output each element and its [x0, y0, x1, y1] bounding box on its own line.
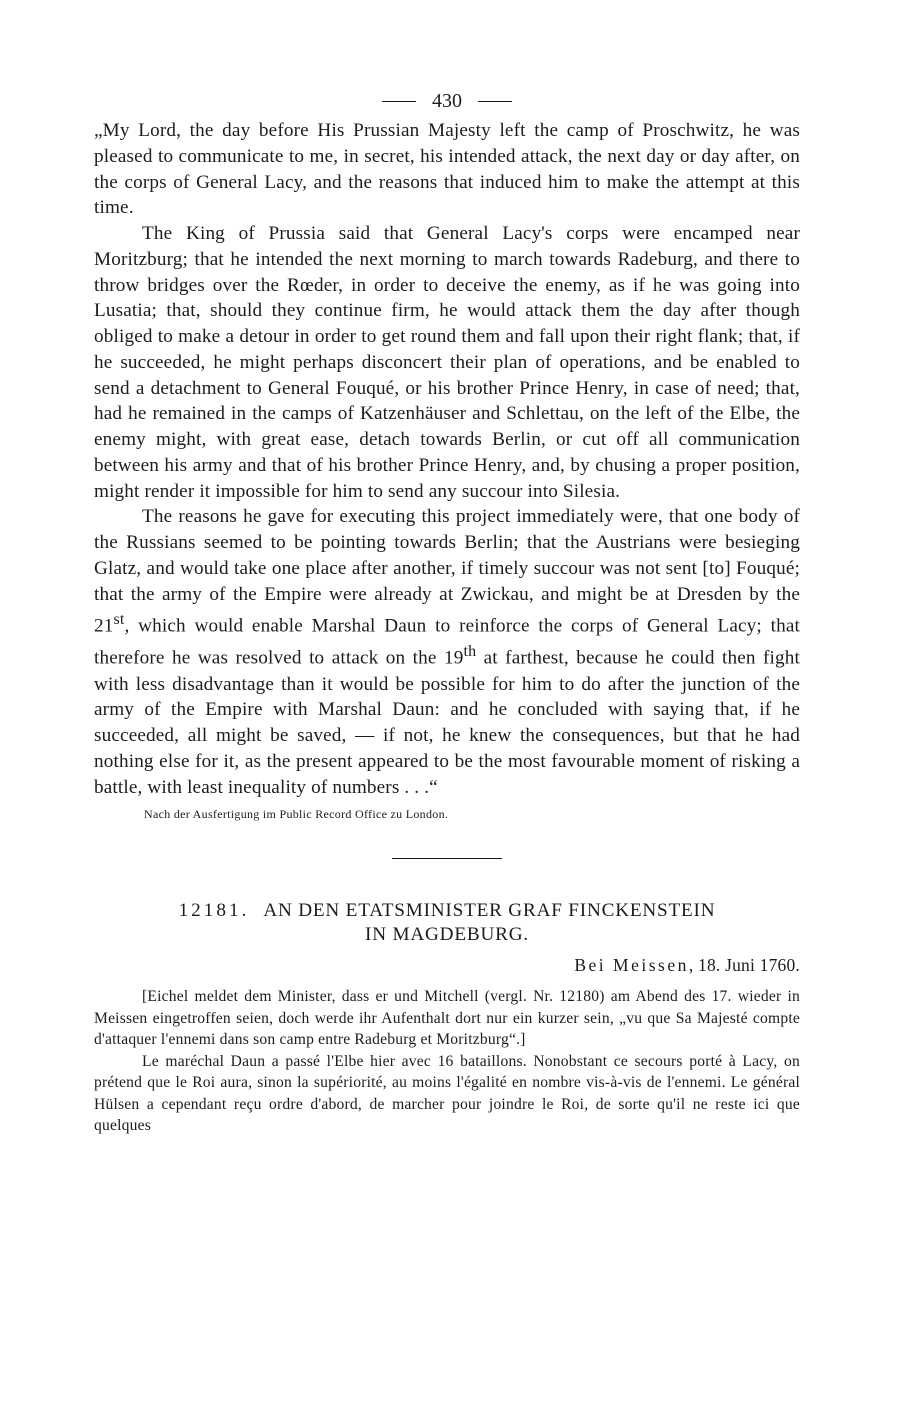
letter-paragraph-text: at farthest, because he could then fight with less disadvantage than it would be possible for him to do after the junction of the army of the Empire with Marshal Daun: and he concluded with saying that, if he succeeded, all might be saved, — if not, he knew the consequences, but that he had nothing else for it, as the present appeared to be the most favourable moment of risking a battle, with least inequality of numbers . . .“	[94, 647, 801, 798]
document-title: AN DEN ETATSMINISTER GRAF FINCKENSTEIN	[263, 900, 716, 922]
document-number: 12181.	[178, 900, 250, 922]
summary-paragraph: [Eichel meldet dem Minister, dass er und Mitchell (vergl. Nr. 12180) am Abend des 17. wieder in Meissen eingetroffen seien, doch werde ihr Aufenthalt dort nur ein kurzer sein, „vu que Sa Majesté compte d'attaquer l'ennemi dans son camp entre Radeburg et Moritzburg“.]	[94, 988, 800, 1049]
dateline-place: Bei Meissen	[574, 955, 689, 976]
letter-paragraph-text: The reasons he gave for executing this project immediately were, that one body of the Russians seemed to be pointing towards Berlin; that the Austrians were besieging Glatz, and would take one place after another, if timely succour was not sent [to] Fouqué; that the army of the Empire were already at Zwickau, and might be at Dresden by the 21	[94, 506, 800, 637]
header-dash-left	[382, 101, 416, 102]
letter-paragraph-text: , which would enable Marshal Daun to reinforce the corps of General Lacy; that therefore he was resolved to attack on the 19	[94, 615, 800, 669]
document-title-line-2: IN MAGDEBURG.	[365, 924, 529, 946]
document-heading	[94, 899, 800, 947]
letter-paragraph: The King of Prussia said that General Lacy's corps were encamped near Moritzburg; that he intended the next morning to march towards Radeburg, and there to throw bridges over the Rœder, in order to deceive the enemy, as if he was going into Lusatia; that, should they continue firm, he would attack them the day after though obliged to make a detour in order to get round them and fall upon their right flank; that, if he succeeded, he might perhaps disconcert their plan of operations, and be enabled to send a detachment to General Fouqué, or his brother Prince Henry, in case of need; that, had he remained in the camps of Katzenhäuser and Schlettau, on the left of the Elbe, the enemy might, with great ease, detach towards Berlin, or cut off all communication between his army and that of his brother Prince Henry, and, by chusing a proper position, might render it impossible for him to send any succour into Silesia.	[94, 223, 800, 502]
page	[94, 84, 800, 1137]
dateline	[94, 955, 800, 976]
section-divider	[392, 858, 502, 859]
letter-text	[94, 118, 800, 824]
ordinal-suffix: th	[463, 643, 477, 661]
ordinal-suffix: st	[113, 611, 125, 629]
dateline-date: , 18. Juni 1760.	[688, 955, 800, 976]
header-dash-right	[478, 101, 512, 102]
letter-paragraph	[94, 504, 800, 800]
body-paragraph: Le maréchal Daun a passé l'Elbe hier avec 16 bataillons. Nonobstant ce secours porté à Lacy, on prétend que le Roi aura, sinon la supériorité, au moins l'égalité en nombre vis-à-vis de l'ennemi. Le général Hülsen a cependant reçu ordre d'abord, de marcher pour joindre le Roi, de sorte qu'il ne reste ici que quelques	[94, 1052, 800, 1135]
page-number: 430	[432, 89, 462, 112]
letter-paragraph: „My Lord, the day before His Prussian Majesty left the camp of Proschwitz, he was pleased to communicate to me, in secret, his intended attack, the next day or day after, on the corps of General Lacy, and the reasons that induced him to make the attempt at this time.	[94, 120, 800, 219]
editorial-summary	[94, 986, 800, 1051]
document-body	[94, 1051, 800, 1137]
running-header	[94, 84, 800, 118]
document-title-line	[94, 899, 800, 923]
source-note: Nach der Ausfertigung im Public Record Office zu London.	[144, 807, 449, 822]
